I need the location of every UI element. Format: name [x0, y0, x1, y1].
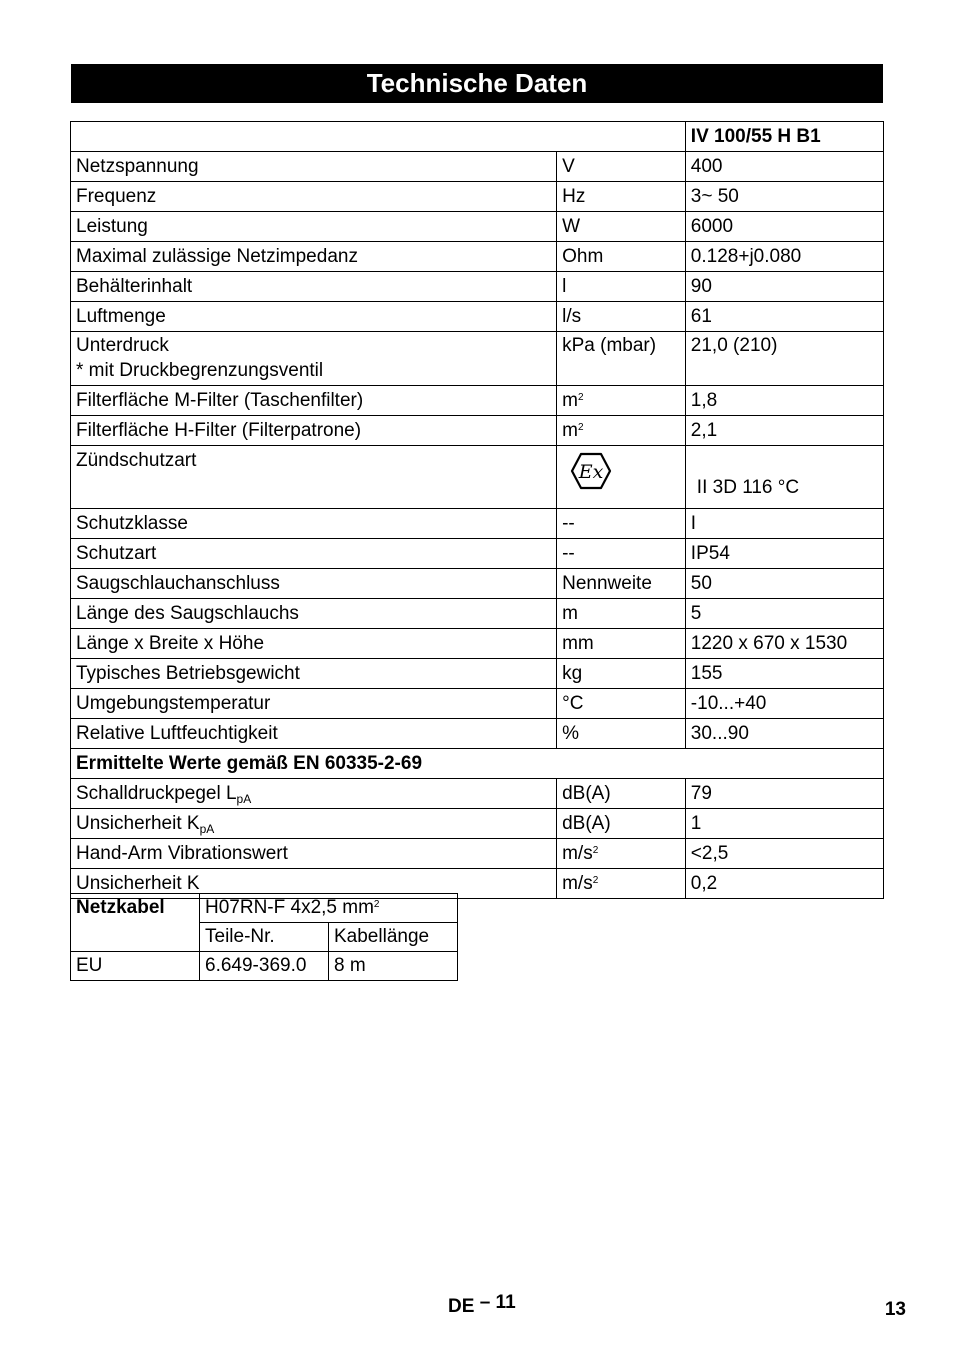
svg-text:Ex: Ex [578, 461, 604, 483]
spec-unit: Nennweite [557, 569, 686, 599]
spec-value: 0,2 [685, 869, 883, 899]
spec-value: 155 [685, 659, 883, 689]
spec-label-line1: Unterdruck [76, 335, 169, 356]
table-row [71, 446, 884, 509]
spec-unit: mm [557, 629, 686, 659]
table-row [71, 272, 884, 302]
table-row [71, 569, 884, 599]
cable-header: Netzkabel [71, 894, 200, 952]
section-heading: Ermittelte Werte gemäß EN 60335-2-69 [71, 749, 884, 779]
table-row [71, 839, 884, 869]
spec-label: Frequenz [71, 182, 557, 212]
column-header-cable-length: Kabellänge [329, 923, 458, 952]
page-title: Technische Daten [71, 64, 883, 103]
spec-value: 61 [685, 302, 883, 332]
spec-unit: m [557, 599, 686, 629]
spec-unit [557, 386, 686, 416]
footer-section-label [448, 1292, 516, 1318]
spec-unit: dB(A) [557, 809, 686, 839]
spec-label: Typisches Betriebsgewicht [71, 659, 557, 689]
table-row [71, 386, 884, 416]
spec-label: Netzspannung [71, 152, 557, 182]
spec-value: 5 [685, 599, 883, 629]
table-row [71, 894, 458, 923]
spec-label [71, 332, 557, 386]
table-row [71, 779, 884, 809]
unit-superscript: 2 [577, 392, 584, 403]
header-empty-cell [71, 122, 686, 152]
spec-unit: l/s [557, 302, 686, 332]
footer-dash: – [479, 1292, 491, 1313]
spec-label: Relative Luftfeuchtigkeit [71, 719, 557, 749]
spec-value: 50 [685, 569, 883, 599]
table-row [71, 302, 884, 332]
table-row [71, 416, 884, 446]
unit-superscript: 2 [577, 422, 584, 433]
spec-label: Länge des Saugschlauchs [71, 599, 557, 629]
spec-unit [557, 839, 686, 869]
table-row [71, 689, 884, 719]
spec-value: 6000 [685, 212, 883, 242]
cable-spec-text: H07RN-F 4x2,5 mm [205, 897, 374, 918]
spec-value: 1,8 [685, 386, 883, 416]
table-row [71, 629, 884, 659]
unit-text: m/s [562, 843, 593, 864]
spec-value: -10...+40 [685, 689, 883, 719]
table-row [71, 182, 884, 212]
spec-value: 79 [685, 779, 883, 809]
spec-label: Filterfläche H-Filter (Filterpatrone) [71, 416, 557, 446]
spec-unit: Hz [557, 182, 686, 212]
spec-value: 21,0 (210) [685, 332, 883, 386]
spec-unit: dB(A) [557, 779, 686, 809]
spec-label: Maximal zulässige Netzimpedanz [71, 242, 557, 272]
spec-label [71, 809, 557, 839]
spec-unit: kg [557, 659, 686, 689]
table-row [71, 659, 884, 689]
cable-length: 8 m [329, 952, 458, 981]
spec-unit: °C [557, 689, 686, 719]
power-cable-table [70, 893, 458, 981]
unit-superscript: 2 [592, 845, 599, 856]
spec-unit [557, 869, 686, 899]
spec-label: Umgebungstemperatur [71, 689, 557, 719]
spec-unit: -- [557, 509, 686, 539]
spec-unit: -- [557, 539, 686, 569]
spec-unit [557, 416, 686, 446]
cable-spec-superscript: 2 [373, 899, 380, 910]
unit-superscript: 2 [592, 875, 599, 886]
table-row [71, 809, 884, 839]
table-row [71, 509, 884, 539]
spec-value: 1 [685, 809, 883, 839]
spec-label [71, 779, 557, 809]
unit-text: m/s [562, 873, 593, 894]
spec-label: Hand-Arm Vibrationswert [71, 839, 557, 869]
footer-section-page: 11 [495, 1292, 516, 1313]
spec-label: Schutzart [71, 539, 557, 569]
table-row [71, 332, 884, 386]
spec-value: 2,1 [685, 416, 883, 446]
spec-value: 30...90 [685, 719, 883, 749]
cable-region: EU [71, 952, 200, 981]
spec-value: II 3D 116 °C [685, 446, 883, 509]
table-row [71, 212, 884, 242]
model-header: IV 100/55 H B1 [685, 122, 883, 152]
table-header-row [71, 122, 884, 152]
unit-text: m [562, 420, 578, 441]
table-row [71, 599, 884, 629]
spec-unit: l [557, 272, 686, 302]
label-subscript: pA [199, 822, 215, 836]
label-text: Unsicherheit K [76, 813, 200, 834]
spec-value: 3~ 50 [685, 182, 883, 212]
technical-data-table [70, 121, 884, 899]
spec-label: Behälterinhalt [71, 272, 557, 302]
table-row [71, 539, 884, 569]
label-text: Schalldruckpegel L [76, 783, 237, 804]
spec-label: Luftmenge [71, 302, 557, 332]
spec-value: 400 [685, 152, 883, 182]
spec-value: 1220 x 670 x 1530 [685, 629, 883, 659]
spec-unit: W [557, 212, 686, 242]
page-number: 13 [884, 1299, 906, 1320]
spec-label: Unsicherheit K [71, 869, 557, 899]
spec-value: I [685, 509, 883, 539]
section-header-row [71, 749, 884, 779]
spec-value: 90 [685, 272, 883, 302]
cable-spec [200, 894, 458, 923]
spec-unit: kPa (mbar) [557, 332, 686, 386]
table-row [71, 952, 458, 981]
label-subscript: pA [236, 792, 252, 806]
spec-label: Schutzklasse [71, 509, 557, 539]
spec-label: Filterfläche M-Filter (Taschenfilter) [71, 386, 557, 416]
table-row [71, 152, 884, 182]
ex-explosion-protection-icon [570, 452, 612, 490]
cable-part-number: 6.649-369.0 [200, 952, 329, 981]
table-row [71, 242, 884, 272]
spec-unit [557, 446, 686, 509]
spec-label-line2: * mit Druckbegrenzungsventil [76, 360, 324, 381]
column-header-part-number: Teile-Nr. [200, 923, 329, 952]
spec-unit: V [557, 152, 686, 182]
spec-label: Zündschutzart [71, 446, 557, 509]
spec-label: Länge x Breite x Höhe [71, 629, 557, 659]
spec-label: Saugschlauchanschluss [71, 569, 557, 599]
spec-value: <2,5 [685, 839, 883, 869]
spec-value: IP54 [685, 539, 883, 569]
spec-unit: Ohm [557, 242, 686, 272]
spec-label: Leistung [71, 212, 557, 242]
spec-unit: % [557, 719, 686, 749]
spec-value: 0.128+j0.080 [685, 242, 883, 272]
table-row [71, 719, 884, 749]
unit-text: m [562, 390, 578, 411]
footer-language: DE [448, 1296, 475, 1317]
